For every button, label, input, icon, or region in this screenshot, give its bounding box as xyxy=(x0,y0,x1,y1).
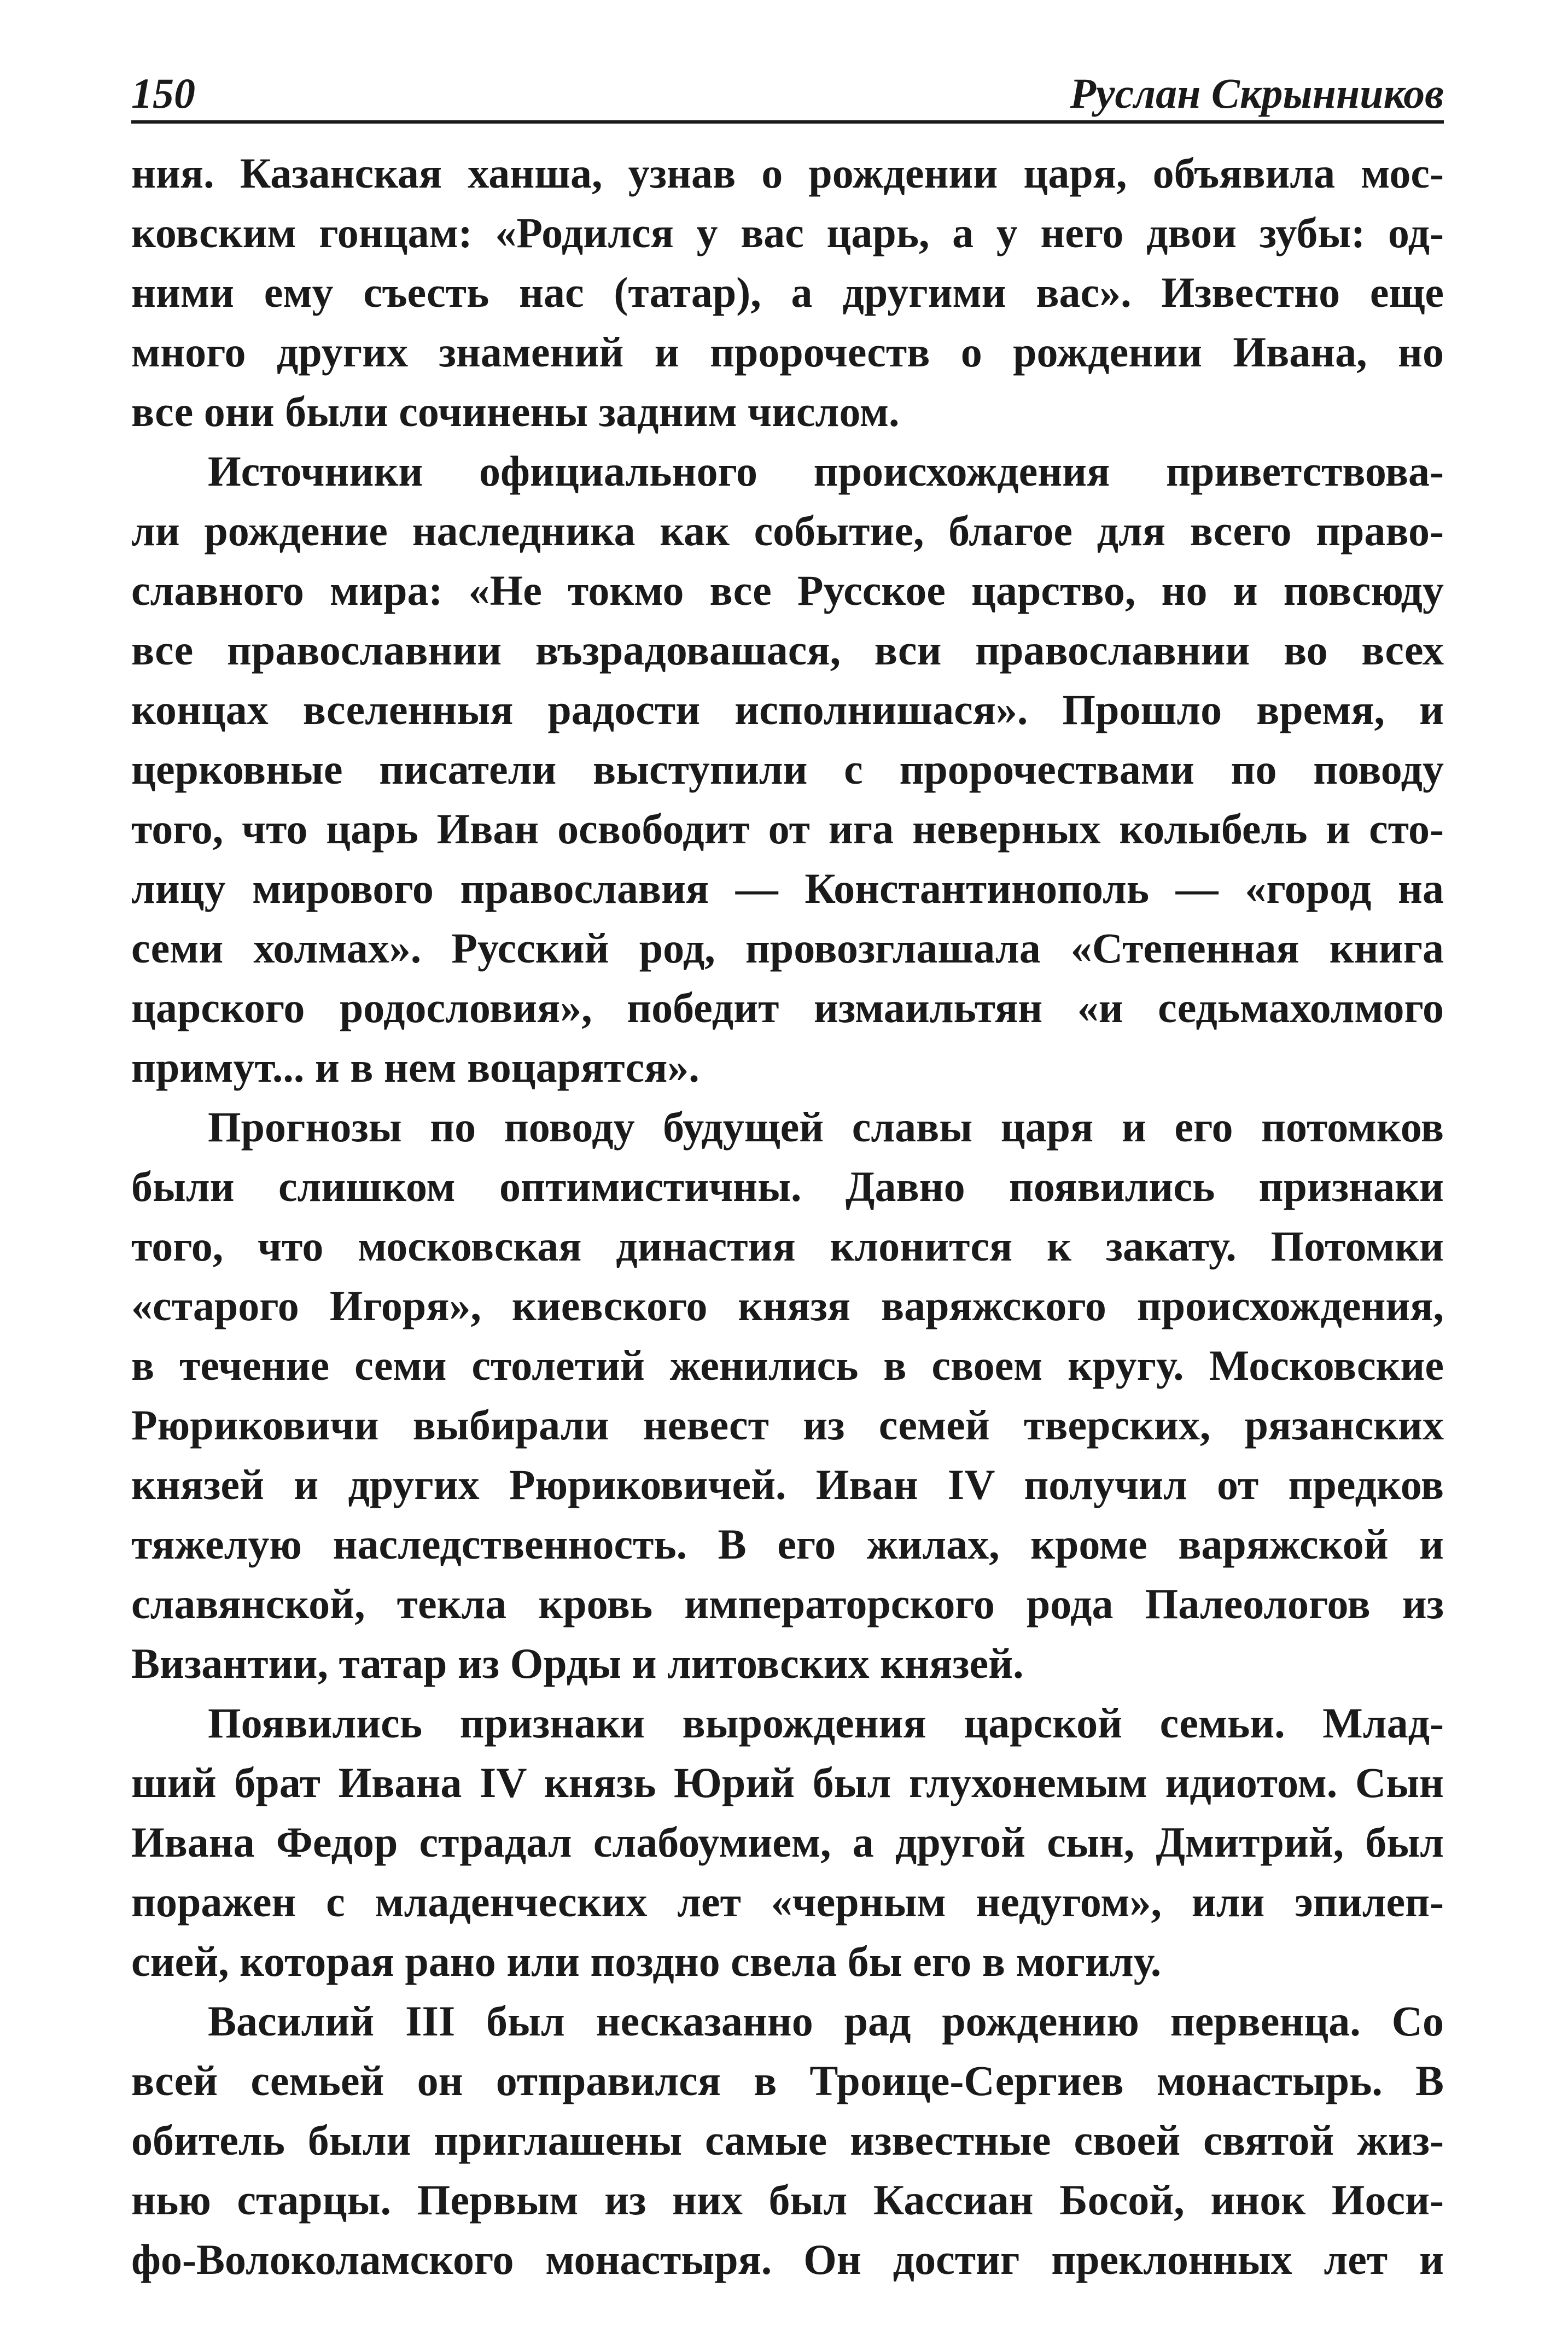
paragraph xyxy=(131,1693,1444,1991)
page-number: 150 xyxy=(131,69,195,117)
text-line: обитель были приглашены самые известные своей святой жиз- xyxy=(131,2116,1444,2164)
text-line: примут... и в нем воцарятся». xyxy=(131,1043,700,1091)
text-line: Василий III был несказанно рад рождению первенца. Со xyxy=(208,1997,1444,2045)
text-line: Появились признаки вырождения царской семьи. Млад- xyxy=(208,1699,1444,1747)
text-line: славного мира: «Не токмо все Русское царство, но и повсюду xyxy=(131,567,1444,614)
text-line: лицу мирового православия — Константинополь — «город на xyxy=(131,865,1444,912)
text-line: поражен с младенческих лет «черным недугом», или эпилеп- xyxy=(131,1878,1444,1926)
text-line: сией, которая рано или поздно свела бы его в могилу. xyxy=(131,1938,1162,1985)
text-line: ший брат Ивана IV князь Юрий был глухонемым идиотом. Сын xyxy=(131,1759,1444,1806)
text-line: Прогнозы по поводу будущей славы царя и его потомков xyxy=(208,1103,1444,1151)
text-line: ковским гонцам: «Родился у вас царь, а у него двои зубы: од- xyxy=(131,209,1444,256)
text-line: того, что московская династия клонится к закату. Потомки xyxy=(131,1222,1444,1270)
text-line: тяжелую наследственность. В его жилах, кроме варяжской и xyxy=(131,1520,1444,1568)
paragraph xyxy=(131,143,1444,441)
text-line: Ивана Федор страдал слабоумием, а другой сын, Дмитрий, был xyxy=(131,1818,1444,1866)
text-line: фо-Волоколамского монастыря. Он достиг преклонных лет и xyxy=(131,2236,1444,2283)
text-line: семи холмах». Русский род, провозглашала «Степенная книга xyxy=(131,924,1444,972)
text-line: Источники официального происхождения приветствова- xyxy=(208,447,1444,495)
paragraph xyxy=(131,1097,1444,1693)
text-line: царского родословия», победит измаильтян «и седьмахолмого xyxy=(131,984,1444,1031)
text-line: нью старцы. Первым из них был Кассиан Босой, инок Иоси- xyxy=(131,2176,1444,2224)
text-line: того, что царь Иван освободит от ига неверных колыбель и сто- xyxy=(131,805,1444,853)
text-line: концах вселенныя радости исполнишася». Прошло время, и xyxy=(131,686,1444,733)
body-text xyxy=(131,143,1444,2289)
text-line: были слишком оптимистичны. Давно появились признаки xyxy=(131,1163,1444,1210)
text-line: князей и других Рюриковичей. Иван IV получил от предков xyxy=(131,1461,1444,1508)
text-line: славянской, текла кровь императорского рода Палеологов из xyxy=(131,1580,1444,1628)
paragraph xyxy=(131,441,1444,1097)
text-line: Византии, татар из Орды и литовских князей. xyxy=(131,1640,1024,1687)
text-line: ли рождение наследника как событие, благое для всего право- xyxy=(131,507,1444,555)
text-line: ния. Казанская ханша, узнав о рождении царя, объявила мос- xyxy=(131,149,1444,197)
paragraph xyxy=(131,1991,1444,2289)
text-line: много других знамений и пророчеств о рождении Ивана, но xyxy=(131,328,1444,376)
text-line: всей семьей он отправился в Троице-Сергиев монастырь. В xyxy=(131,2057,1444,2104)
running-head xyxy=(131,60,1444,124)
text-line: все православнии възрадовашася, вси православнии во всех xyxy=(131,626,1444,674)
text-line: ними ему съесть нас (татар), а другими вас». Известно еще xyxy=(131,269,1444,316)
text-line: церковные писатели выступили с пророчествами по поводу xyxy=(131,745,1444,793)
text-line: в течение семи столетий женились в своем кругу. Московские xyxy=(131,1341,1444,1389)
text-line: «старого Игоря», киевского князя варяжского происхождения, xyxy=(131,1282,1444,1329)
text-line: все они были сочинены задним числом. xyxy=(131,388,900,435)
running-head-author: Руслан Скрынников xyxy=(1070,69,1444,117)
text-line: Рюриковичи выбирали невест из семей тверских, рязанских xyxy=(131,1401,1444,1449)
